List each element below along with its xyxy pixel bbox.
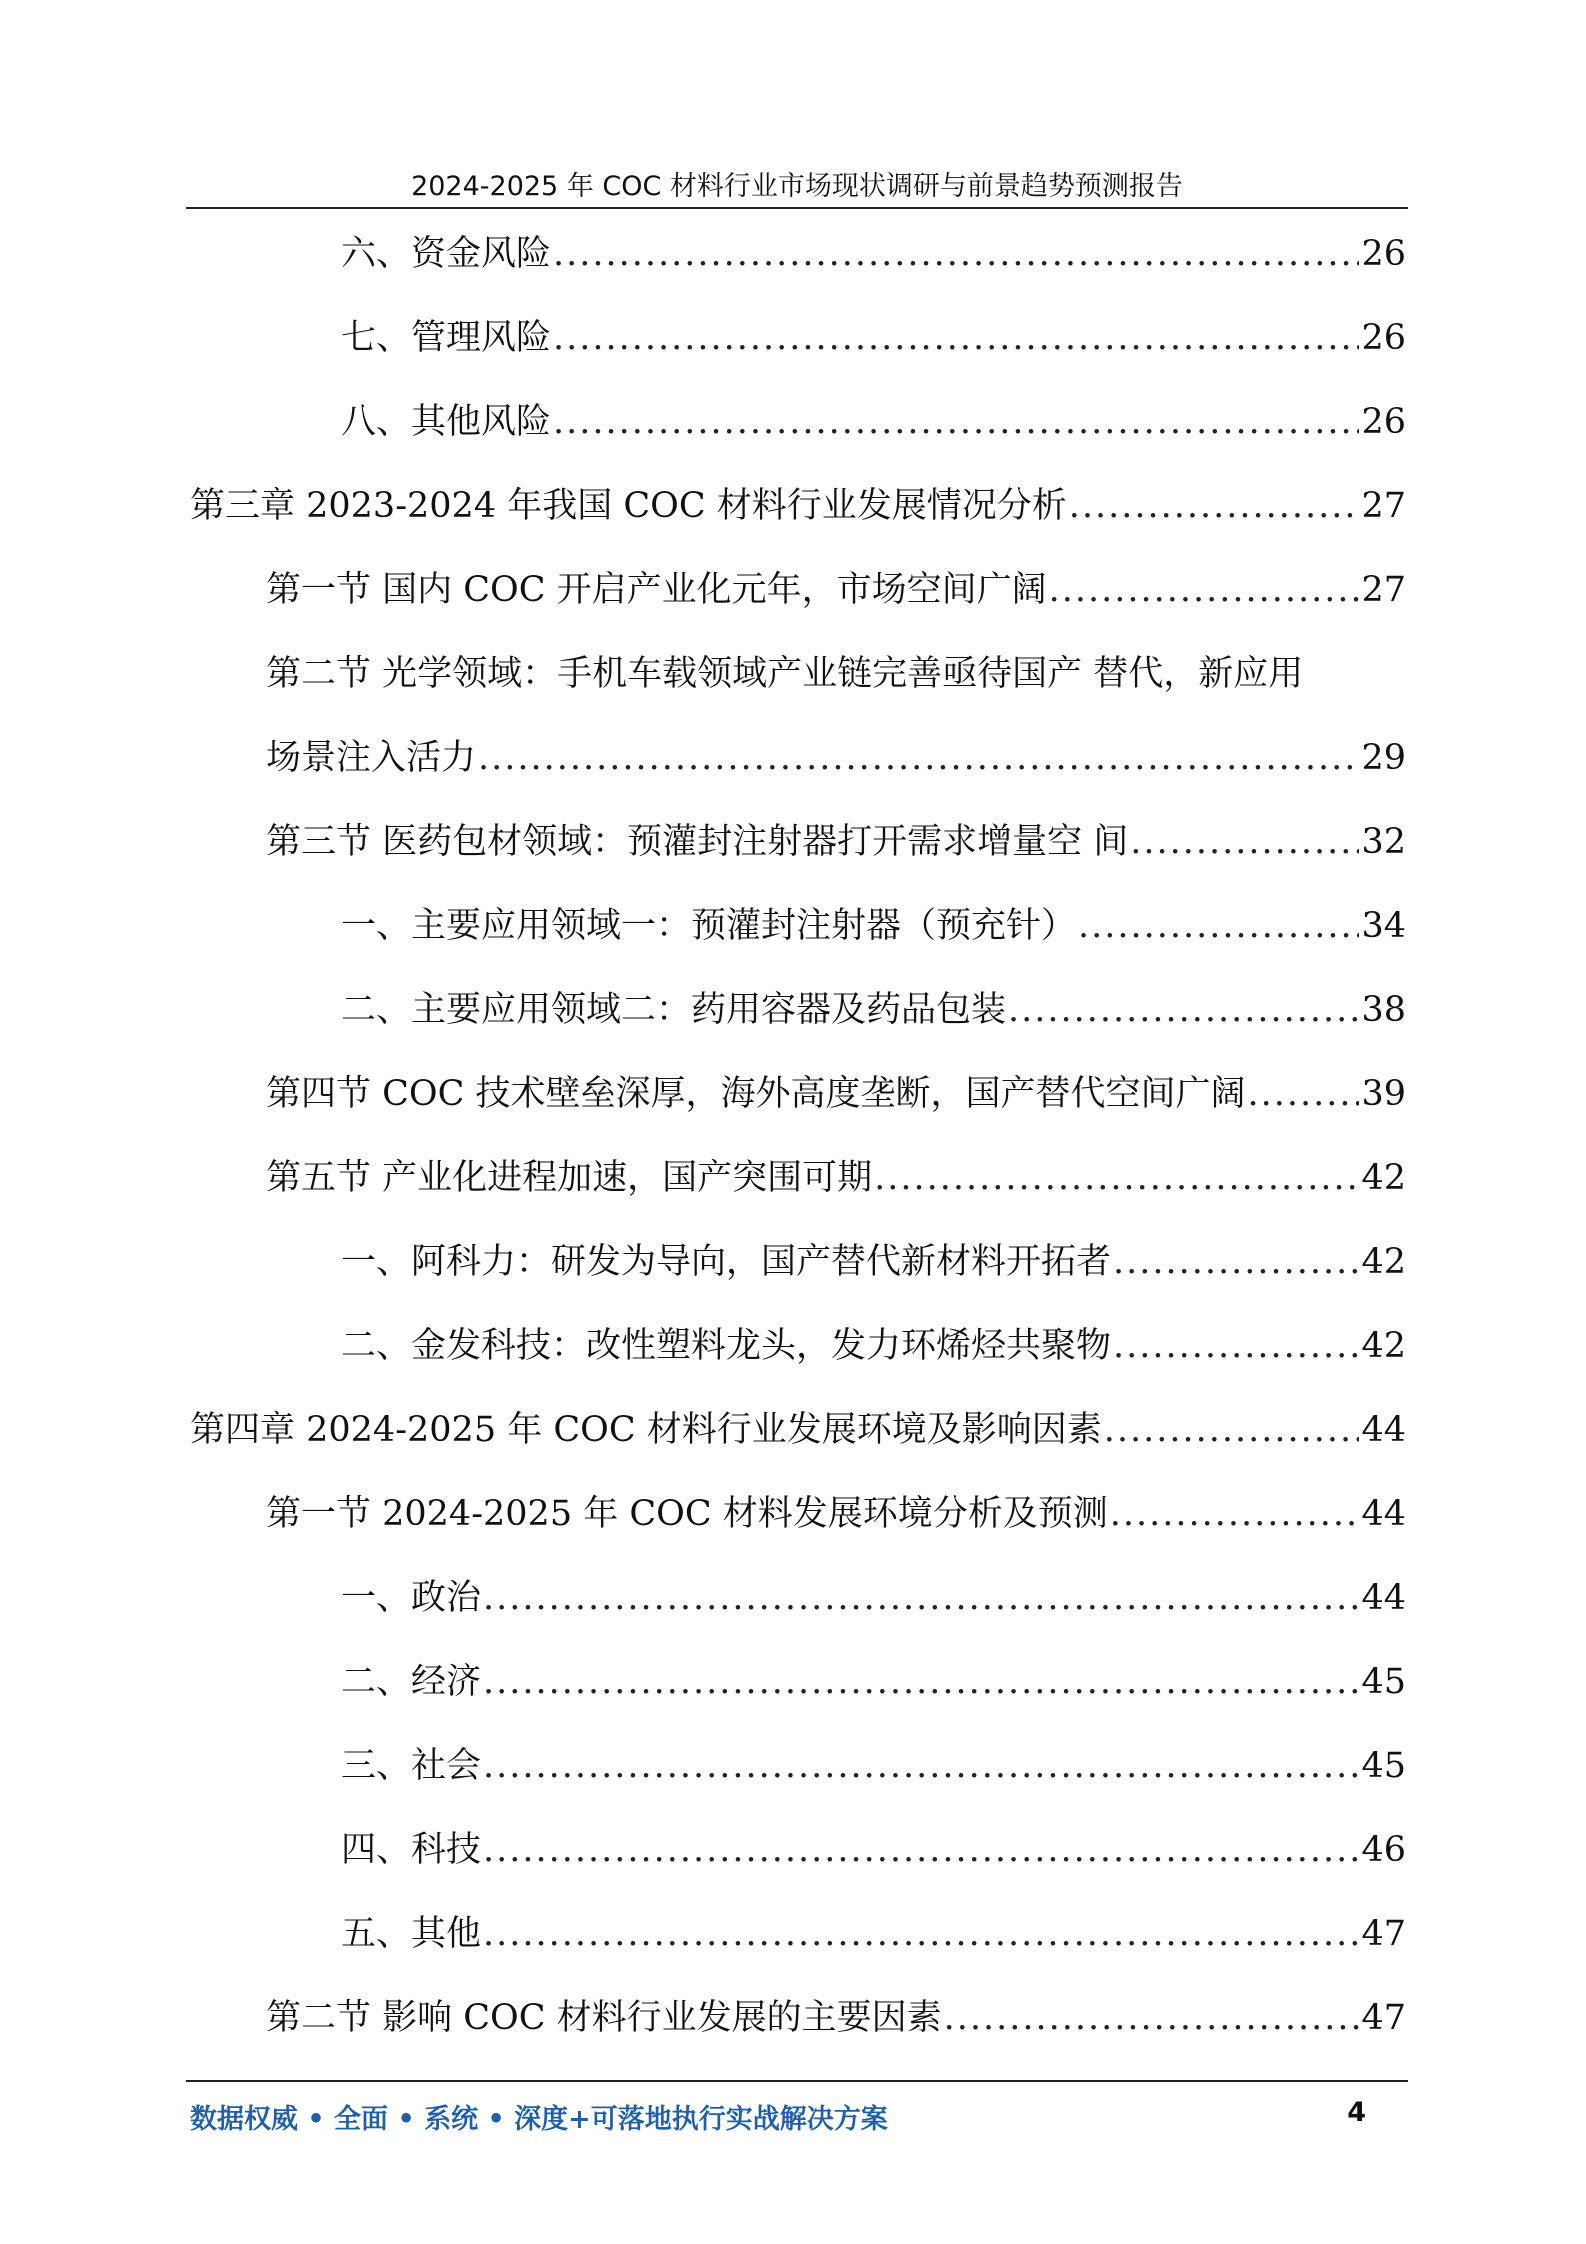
toc-entry-page: 47 [1361, 1998, 1406, 2038]
toc-entry-label: 第一节 国内 COC 开启产业化元年，市场空间广阔 [266, 570, 1047, 610]
toc-leader-dots [874, 1156, 1359, 1200]
toc-entry[interactable] [341, 232, 1406, 276]
toc-leader-dots [1008, 988, 1359, 1032]
toc-entry-page: 46 [1361, 1830, 1406, 1870]
toc-entry-label: 第四节 COC 技术壁垒深厚，海外高度垄断，国产替代空间广阔 [266, 1074, 1246, 1114]
toc-leader-dots [1110, 1492, 1360, 1536]
toc-entry[interactable] [341, 1240, 1406, 1284]
toc-leader-dots [1113, 1324, 1359, 1368]
toc-leader-dots [483, 1744, 1359, 1788]
toc-entry-label: 五、其他 [341, 1914, 482, 1954]
toc-leader-dots [1049, 568, 1360, 612]
toc-entry-page: 44 [1361, 1494, 1406, 1534]
header-divider [186, 207, 1408, 209]
footer-page-number: 4 [1347, 2097, 1366, 2128]
toc-chapter-entry[interactable] [190, 484, 1406, 528]
toc-entry-label: 第三节 医药包材领域：预灌封注射器打开需求增量空 间 [266, 822, 1129, 862]
toc-entry-label: 八、其他风险 [341, 402, 552, 442]
toc-entry-label: 一、阿科力：研发为导向，国产替代新材料开拓者 [341, 1242, 1112, 1282]
toc-leader-dots [553, 316, 1359, 360]
toc-entry[interactable] [341, 1576, 1406, 1620]
toc-leader-dots [483, 1660, 1359, 1704]
toc-entry[interactable] [341, 1324, 1406, 1368]
toc-entry[interactable] [341, 904, 1406, 948]
page-header-title: 2024-2025 年 COC 材料行业市场现状调研与前景趋势预测报告 [411, 171, 1183, 202]
toc-section-entry[interactable] [266, 1492, 1406, 1536]
toc-section-entry[interactable] [266, 736, 1406, 780]
toc-entry-page: 39 [1361, 1074, 1406, 1114]
toc-entry[interactable] [341, 1912, 1406, 1956]
toc-entry-page: 29 [1361, 738, 1406, 778]
toc-chapter-entry[interactable] [190, 1408, 1406, 1452]
toc-entry[interactable] [341, 316, 1406, 360]
toc-entry-label: 二、金发科技：改性塑料龙头，发力环烯烃共聚物 [341, 1326, 1112, 1366]
toc-entry-page: 26 [1361, 234, 1406, 274]
toc-entry[interactable] [341, 400, 1406, 444]
toc-entry[interactable] [341, 1828, 1406, 1872]
toc-entry[interactable] [341, 1660, 1406, 1704]
toc-entry-page: 32 [1361, 822, 1406, 862]
toc-leader-dots [944, 1996, 1360, 2040]
footer-slogan: 数据权威 • 全面 • 系统 • 深度+可落地执行实战解决方案 [190, 2104, 888, 2135]
toc-entry-label: 二、主要应用领域二：药用容器及药品包装 [341, 990, 1007, 1030]
toc-section-entry[interactable] [266, 1072, 1406, 1116]
toc-entry-label: 四、科技 [341, 1830, 482, 1870]
toc-leader-dots [483, 1828, 1359, 1872]
toc-entry-page: 45 [1361, 1662, 1406, 1702]
toc-leader-dots [483, 1576, 1359, 1620]
toc-entry-label: 三、社会 [341, 1746, 482, 1786]
toc-entry-label: 第二节 影响 COC 材料行业发展的主要因素 [266, 1998, 942, 2038]
toc-entry[interactable] [341, 1744, 1406, 1788]
toc-entry-label: 第三章 2023-2024 年我国 COC 材料行业发展情况分析 [190, 486, 1067, 526]
toc-entry-page: 44 [1361, 1410, 1406, 1450]
toc-entry-page: 42 [1361, 1158, 1406, 1198]
toc-section-entry[interactable] [266, 820, 1406, 864]
toc-entry-label: 一、主要应用领域一：预灌封注射器（预充针） [341, 906, 1077, 946]
toc-entry-page: 26 [1361, 402, 1406, 442]
toc-leader-dots [1113, 1240, 1359, 1284]
toc-entry-label: 二、经济 [341, 1662, 482, 1702]
toc-leader-dots [1069, 484, 1360, 528]
toc-leader-dots [553, 232, 1359, 276]
toc-leader-dots [478, 736, 1359, 780]
toc-entry-label: 场景注入活力 [266, 738, 477, 778]
toc-leader-dots [553, 400, 1359, 444]
toc-entry-page: 44 [1361, 1578, 1406, 1618]
toc-entry-page: 42 [1361, 1326, 1406, 1366]
toc-entry-page: 45 [1361, 1746, 1406, 1786]
toc-section-entry[interactable] [266, 1996, 1406, 2040]
toc-entry-label: 一、政治 [341, 1578, 482, 1618]
toc-entry-page: 27 [1361, 486, 1406, 526]
toc-entry-label: 七、管理风险 [341, 318, 552, 358]
footer-divider [186, 2080, 1408, 2082]
toc-leader-dots [1078, 904, 1359, 948]
toc-entry-label: 第四章 2024-2025 年 COC 材料行业发展环境及影响因素 [190, 1410, 1102, 1450]
toc-entry-page: 47 [1361, 1914, 1406, 1954]
toc-entry-label: 第五节 产业化进程加速，国产突围可期 [266, 1158, 873, 1198]
toc-entry-label: 六、资金风险 [341, 234, 552, 274]
toc-entry-page: 27 [1361, 570, 1406, 610]
toc-entry[interactable] [341, 988, 1406, 1032]
toc-section-entry[interactable] [266, 568, 1406, 612]
toc-section-entry[interactable] [266, 1156, 1406, 1200]
toc-entry-page: 38 [1361, 990, 1406, 1030]
toc-leader-dots [1248, 1072, 1360, 1116]
toc-section-entry-line1[interactable]: 第二节 光学领域：手机车载领域产业链完善亟待国产 替代，新应用 [266, 654, 1304, 694]
toc-entry-page: 26 [1361, 318, 1406, 358]
toc-leader-dots [1104, 1408, 1360, 1452]
toc-leader-dots [483, 1912, 1359, 1956]
toc-entry-page: 34 [1361, 906, 1406, 946]
toc-entry-label: 第一节 2024-2025 年 COC 材料发展环境分析及预测 [266, 1494, 1108, 1534]
toc-leader-dots [1130, 820, 1359, 864]
toc-entry-page: 42 [1361, 1242, 1406, 1282]
